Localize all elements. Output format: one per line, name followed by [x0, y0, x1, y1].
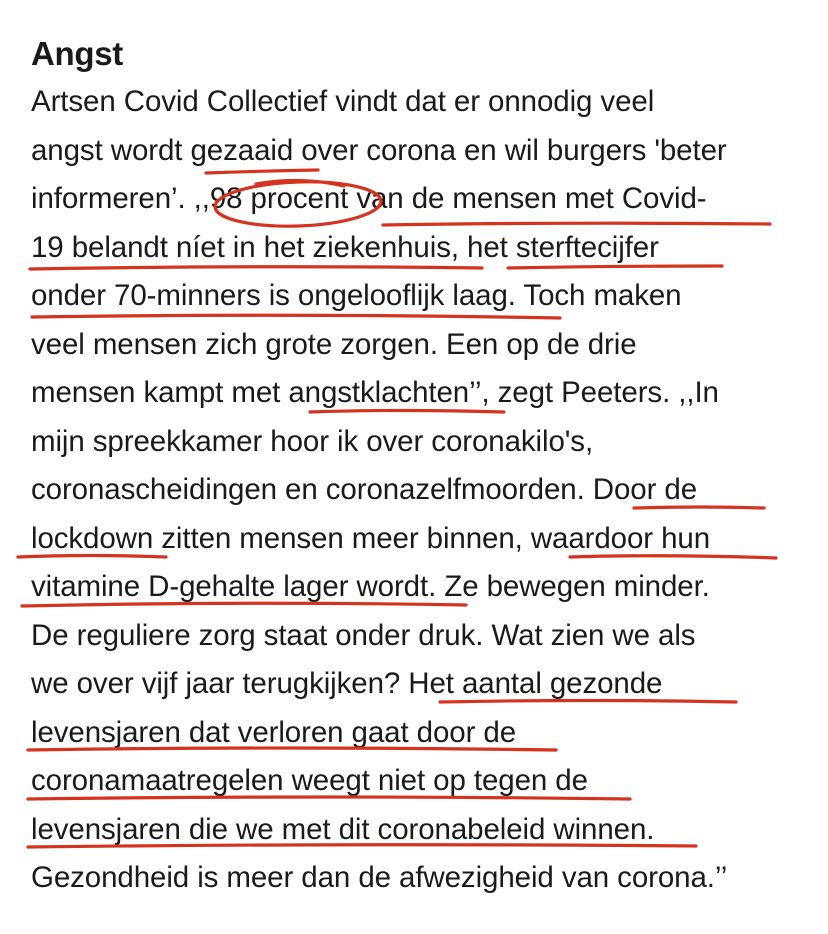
body-line: onder 70-minners is ongelooflijk laag. Toch maken — [31, 279, 682, 312]
body-line: vitamine D-gehalte lager wordt. Ze bewegen minder. — [31, 570, 710, 603]
body-line: mensen kampt met angstklachten’’, zegt Peeters. ,,In — [31, 376, 719, 409]
body-line: 19 belandt níet in het ziekenhuis, het sterftecijfer — [31, 230, 659, 264]
body-line: lockdown zitten mensen meer binnen, waardoor hun — [31, 521, 711, 555]
body-line: levensjaren dat verloren gaat door de — [31, 715, 517, 749]
body-line: De reguliere zorg staat onder druk. Wat zien we als — [31, 618, 696, 652]
body-line: Artsen Covid Collectief vindt dat er onnodig veel — [31, 85, 655, 118]
body-line: levensjaren die we met dit coronabeleid winnen. — [31, 812, 655, 846]
body-line: we over vijf jaar terugkijken? Het aantal gezonde — [31, 667, 663, 700]
body-line: mijn spreekkamer hoor ik over coronakilo's, — [31, 424, 594, 458]
body-line: informeren’. ,,98 procent van de mensen met Covid- — [31, 182, 707, 215]
body-line: coronascheidingen en coronazelfmoorden. Door de — [31, 473, 698, 506]
body-line: veel mensen zich grote zorgen. Een op de drie — [31, 327, 637, 361]
article-heading: Angst — [31, 35, 123, 72]
article-body — [31, 78, 821, 903]
body-line: angst wordt gezaaid over corona en wil burgers 'beter — [31, 133, 727, 167]
article — [31, 30, 821, 903]
body-line: coronamaatregelen weegt niet op tegen de — [31, 764, 588, 797]
body-line: Gezondheid is meer dan de afwezigheid van corona.’’ — [31, 861, 728, 894]
